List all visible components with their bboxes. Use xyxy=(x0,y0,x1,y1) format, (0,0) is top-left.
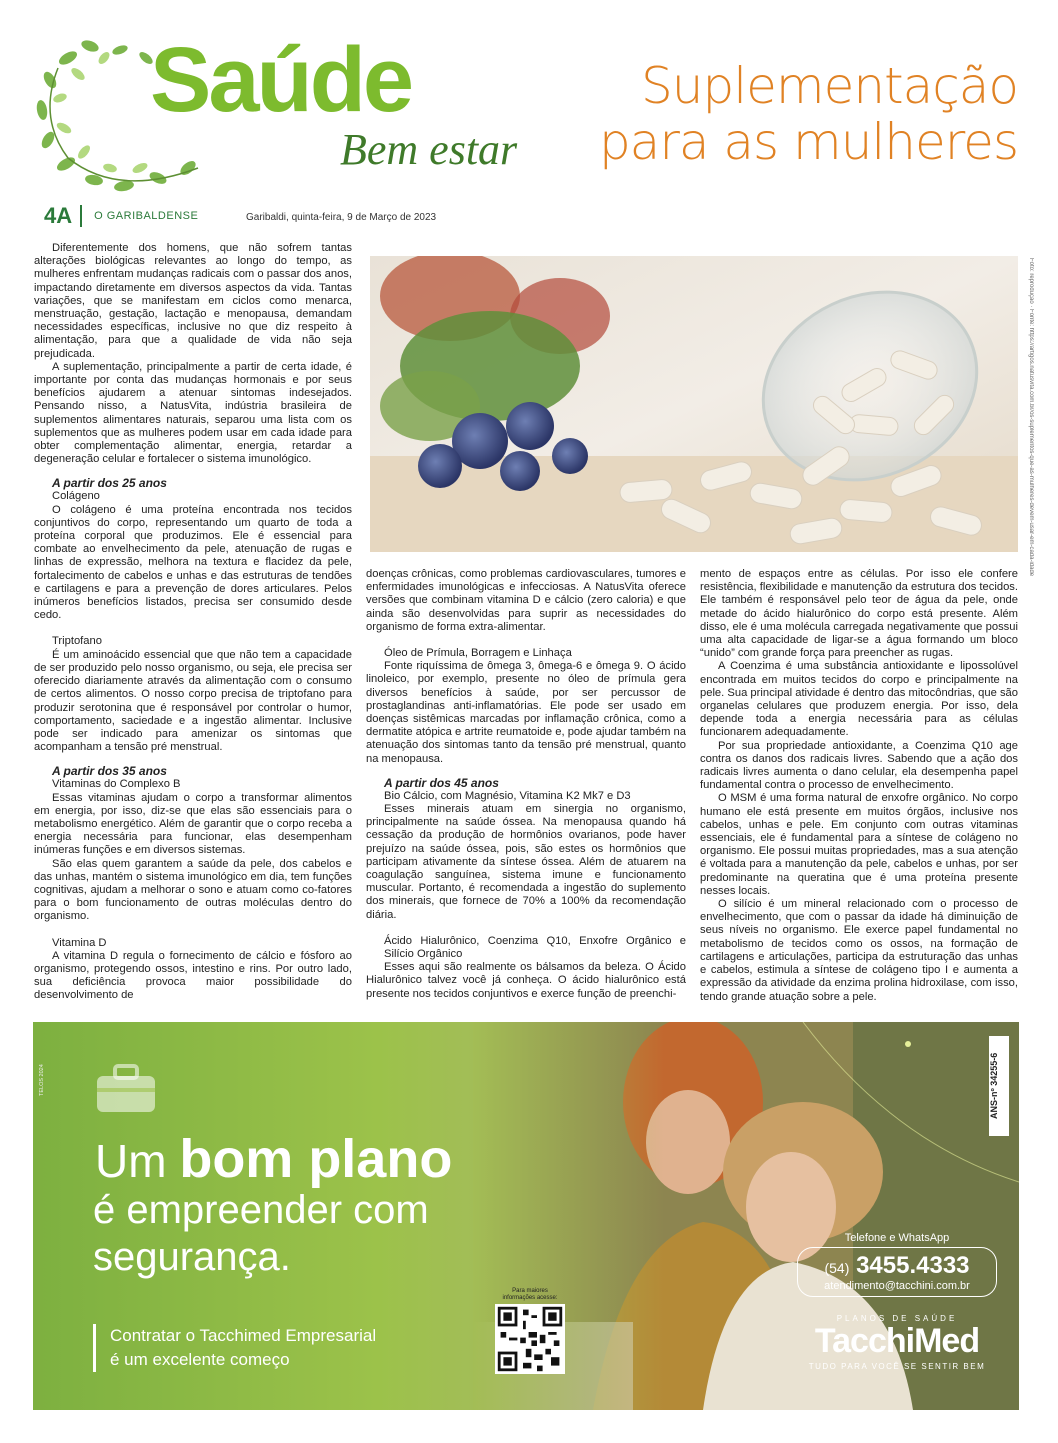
paragraph: O silício é um mineral relacionado com o processo de envelhecimento, que com o passar da idade há diminuição de seus níveis no organismo. Ele exerce papel fundamental no metabolismo de tecidos como os ossos, na formação de cartilagens e articulações, participa da estruturação das unhas e cabelos, estimula a síntese de colágeno tipo I e aumenta a expressão da atividade da enzima prolina hidroxilase, com isso, tendo grande atuação sobre a pele. xyxy=(700,898,1018,1003)
headline-line-1: Suplementação xyxy=(641,57,1018,115)
ad-headline-emphasis: bom plano xyxy=(179,1129,453,1189)
paragraph: Esses aqui são realmente os bálsamos da beleza. O Ácido Hialurônico talvez você já conheça. O ácido hialurônico está presente nos tecidos conjuntivos e exerce função de preenchi- xyxy=(366,961,686,1000)
section-title: Saúde xyxy=(150,29,412,131)
paragraph: Por sua propriedade antioxidante, a Coenzima Q10 age contra os danos dos radicais livres. Sabendo que a ação dos radicais livres aumenta o dano celular, ela desempenha papel fundamental contra o processo de envelhecimento. xyxy=(700,739,1018,792)
paragraph: Fonte riquíssima de ômega 3, ômega-6 e ômega 9. O ácido linoleico, por exemplo, presente no óleo de prímula gera diversos benefícios à saúde, por ser percussor de prostaglandinas anti-inflamatórias. Ele pode ser usado em doenças sistêmicas marcadas por inflamação crônica, como a dermatite atópica e artrite reumatoide e, pode ajudar também na atenuação dos sintomas tanto da tensão pré menstrual, quanto na menopausa. xyxy=(366,660,686,765)
ad-headline-line-1: Um bom plano xyxy=(95,1129,453,1189)
paragraph: A vitamina D regula o fornecimento de cálcio e fósforo ao organismo, protegendo ossos, intestino e rins. Por outro lado, sua deficiência provoca maior possibilidade do desenvolvimento de xyxy=(34,949,352,1002)
paragraph: A suplementação, principalmente a partir de certa idade, é importante por conta das mudanças hormonais e por seus benefícios ajudarem a atenuar sintomas indesejados. Pensando nisso, a NatusVita, indústria brasileira de suplementos alimentares naturais, separou uma lista com os suplementos que as mulheres podem usar em cada idade para obter complementação alimentar, energia, retardar a degeneração celular e fortalecer o sistema imunológico. xyxy=(34,360,352,466)
section-subtitle: Bem estar xyxy=(340,125,518,174)
paragraph: São elas quem garantem a saúde da pele, dos cabelos e das unhas, mantém o sistema imunológico em dia, tem funções cognitivas, ajudam a melhorar o sono e atuam como co-fatores para o bom funcionamento de outras moléculas dentro do organismo. xyxy=(34,857,352,923)
paragraph: Essas vitaminas ajudam o corpo a transformar alimentos em energia, por isso, diz-se que elas são essenciais para o metabolismo energético. Além de garantir que o corpo receba a energia necessária para funcionar, elas desempenham inúmeras funções e em diversos sistemas. xyxy=(34,791,352,857)
email-link[interactable]: atendimento@tacchini.com.br xyxy=(824,1280,970,1292)
ad-contact-block xyxy=(797,1232,997,1297)
paragraph: doenças crônicas, como problemas cardiovasculares, tumores e enfermidades imunológicas e infecciosas. A NatusVita oferece versões que combinam vitamina D e cálcio (zero caloria) e que ainda são desenvolvidas para suprir as necessidades do organismo de forma extra-alimentar. xyxy=(366,568,686,633)
paragraph: O colágeno é uma proteína encontrada nos tecidos conjuntivos do corpo, representando um quarto de toda a proteína corporal que produzimos. Ele é essencial para combate ao envelhecimento da pele, atenuação de rugas e linhas de expressão, melhora na textura e flacidez da pele, fortalecimento de cabelos e unhas e das estruturas de tendões e cartilagens e para a prevenção de dores articulares. Pelos inúmeros benefícios listados, precisa ser consumido desde cedo. xyxy=(34,503,352,622)
paragraph: É um aminoácido essencial que que não tem a capacidade de ser produzido pelo nosso organismo, ou seja, ele precisa ser oferecido diariamente através da alimentação com o consumo de certos alimentos. O nosso corpo precisa de triptofano para produzir serotonina que é responsável por controlar o humor, comportamento, saciedade e a ingestão alimentar. Inclusive pode ser indicado para amenizar os sintomas que acompanham a tensão pré menstrual. xyxy=(34,648,352,754)
briefcase-icon xyxy=(95,1064,157,1114)
newspaper-name: O GARIBALDENSE xyxy=(94,210,199,222)
subheading: Óleo de Prímula, Borragem e Linhaça xyxy=(384,647,572,660)
age-heading-45: A partir dos 45 anos xyxy=(384,775,499,790)
phone-label: Telefone e WhatsApp xyxy=(844,1232,950,1244)
subheading: Vitaminas do Complexo B xyxy=(52,778,181,791)
age-heading-25: A partir dos 25 anos xyxy=(52,476,167,491)
dateline: Garibaldi, quinta-feira, 9 de Março de 2023 xyxy=(246,212,437,223)
ad-headline-line-2: é empreender com xyxy=(93,1188,429,1232)
supplements-photo xyxy=(370,256,1018,552)
article-headline xyxy=(599,58,1018,170)
brand-tagline: TUDO PARA VOCÊ SE SENTIR BEM xyxy=(808,1362,986,1371)
paragraph: A Coenzima é uma substância antioxidante e lipossolúvel encontrada em muitos tecidos do corpo e principalmente na pele. Sua principal atividade é dentro das mitocôndrias, que são organelas celulares que produzem energia. Por isso, dela depende toda a energia necessária para as células funcionarem adequadamente. xyxy=(700,660,1018,739)
folio xyxy=(44,204,198,228)
article-column-3 xyxy=(700,568,1018,1004)
qr-code-icon[interactable] xyxy=(495,1304,565,1374)
paragraph: O MSM é uma forma natural de enxofre orgânico. No corpo humano ele está presente em muitos órgãos, inclusive nos cabelos, unhas e pele. Em conjunto com outras vitaminas essenciais, ele é fundamental para a síntese de colágeno no organismo. Ele possui muitas propriedades, mas a sua atenção é voltada para a manutenção da pele, cabelos e unhas, por ser predominante na queratina que é uma proteína presente nesses locais. xyxy=(700,792,1018,897)
paragraph: Esses minerais atuam em sinergia no organismo, principalmente na saúde óssea. Na menopausa quando há cessação da produção de hormônios ovarianos, pode haver prejuízo na saúde óssea, pois, são estes os hormônios que participam ativamente da síntese óssea. Além de atuarem na coagulação sanguínea, sistema imune e funcionamento muscular. Portanto, é recomendada a ingestão do suplemento dos minerais, que fornece de 70% a 100% da recomendação diária. xyxy=(366,803,686,921)
ad-headline-line-3: segurança. xyxy=(93,1235,291,1279)
agency-credit: TELOS 2024 xyxy=(39,1064,45,1096)
tacchimed-logo: TacchiMed xyxy=(814,1322,980,1360)
phone-box[interactable] xyxy=(797,1247,997,1297)
brand-kicker: PLANOS DE SAÚDE xyxy=(836,1314,958,1323)
paragraph: Diferentemente dos homens, que não sofrem tantas alterações biológicas relevantes ao longo do tempo, as mulheres enfrentam mudanças radicais com o passar dos anos, impactando diretamente em diversos aspectos da vida. Tantas variações, que se manifestam em ciclos como menarca, menstruação, gestação, lactação e menopausa, demandam necessidades específicas, inclusive no que diz respeito à alimentação, para que a qualidade de vida não seja prejudicada. xyxy=(34,242,352,360)
subheading: Triptofano xyxy=(52,635,102,648)
subheading: Ácido Hialurônico, Coenzima Q10, Enxofre Orgânico e Silício Orgânico xyxy=(384,934,686,961)
cta-line-1: Contratar o Tacchimed Empresarial xyxy=(110,1326,377,1345)
article-column-2 xyxy=(366,568,686,1001)
qr-label: Para maiores informações acesse: xyxy=(502,1288,558,1301)
age-heading-35: A partir dos 35 anos xyxy=(52,764,167,779)
subheading: Colágeno xyxy=(52,490,100,503)
paragraph: mento de espaços entre as células. Por isso ele confere resistência, flexibilidade e manutenção da estrutura dos tecidos. Ele também é responsável pelo teor de água da pele, onde metade do ácido hialurônico do corpo está presente. Além disso, ele é uma molécula carregada negativamente que possui uma alta capacidade de ligar-se a água formando um bloco “unido” com grande força para preencher as rugas. xyxy=(700,568,1018,660)
subheading: Vitamina D xyxy=(52,936,107,949)
page-number: 4A xyxy=(44,203,73,228)
photo-credit: Foto: reprodução · Fonte: https://artigos.natusvita.com.br/os-suplementos-que-as-mulheres-devem-usar-em-cada-idade xyxy=(1028,258,1034,577)
subheading: Bio Cálcio, com Magnésio, Vitamina K2 Mk7 e D3 xyxy=(384,789,631,802)
headline-line-2: para as mulheres xyxy=(598,113,1018,171)
folio-divider xyxy=(80,205,82,227)
cta-line-2: é um excelente começo xyxy=(110,1350,290,1369)
tacchimed-advertisement[interactable] xyxy=(33,1022,1019,1410)
phone-number[interactable]: (54) 3455.4333 xyxy=(824,1252,970,1279)
ad-call-to-action xyxy=(93,1324,376,1372)
ans-registration: ANS-nº 34255-6 xyxy=(989,1036,1009,1136)
article-column-1 xyxy=(34,242,352,1003)
